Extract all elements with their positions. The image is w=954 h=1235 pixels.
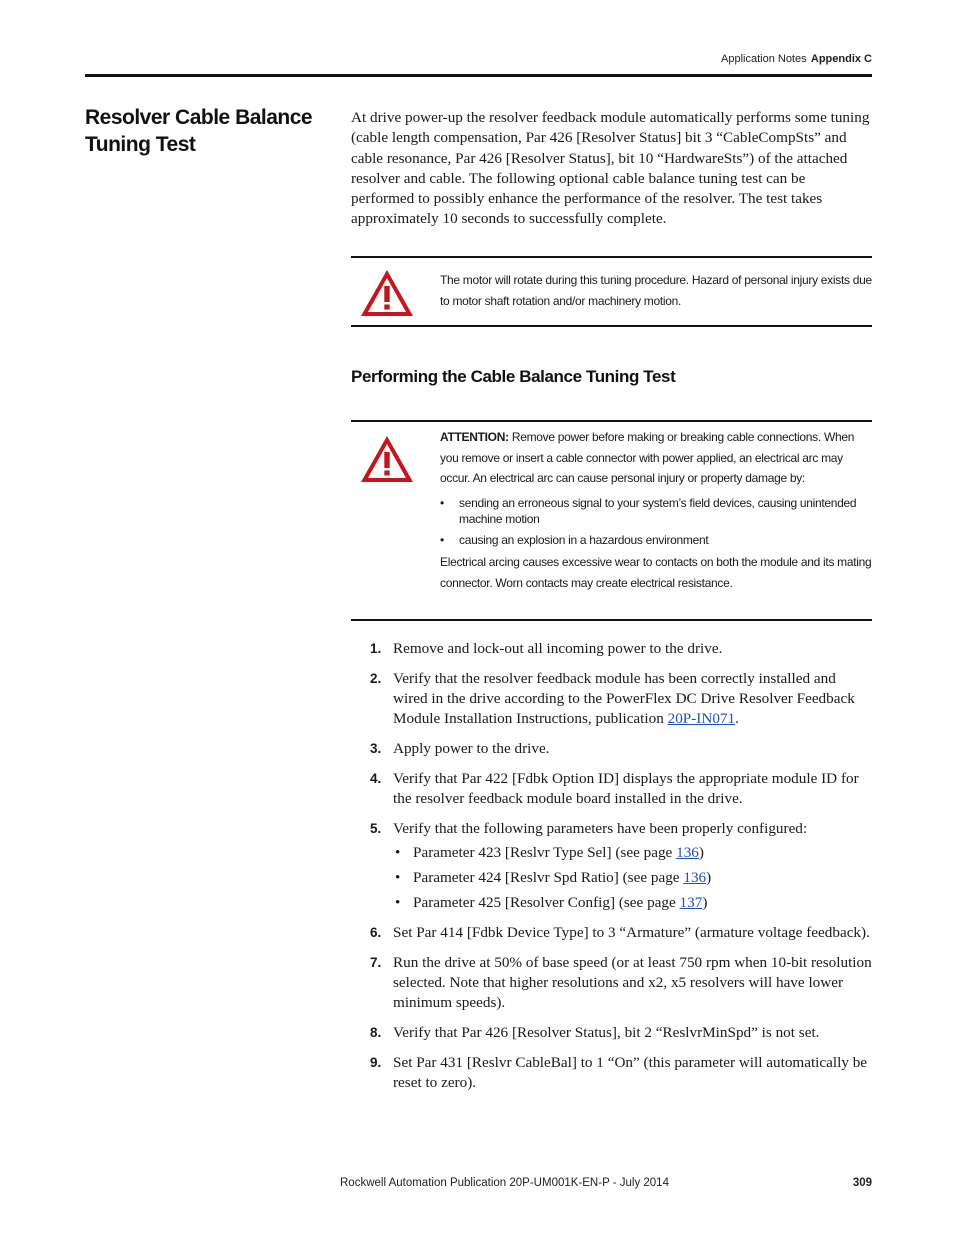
parameter-item: • Parameter 423 [Reslvr Type Sel] (see page 136) [393,843,872,863]
bullet-icon: • [395,844,401,862]
header-appendix: Appendix C [810,53,872,65]
attention-paragraph [440,427,872,489]
page-link[interactable]: 136 [676,844,699,862]
header-section: Application Notes [721,53,807,65]
page-header [85,53,872,69]
warning-text: The motor will rotate during this tuning procedure. Hazard of personal injury exists due to motor shaft rotation and/or machinery motion. [440,273,872,308]
step-item: 1. Remove and lock-out all incoming power to the drive. [370,640,723,657]
warning-triangle-icon [359,268,415,318]
bullet-icon: • [440,495,444,510]
bullet-icon: • [395,869,401,887]
step-item: 3. Apply power to the drive. [370,740,550,758]
bullet-icon: • [395,893,401,911]
step-item: 4. Verify that Par 422 [Fdbk Option ID] displays the appropriate module ID for the resolver feedback module board installed in the drive. [370,769,859,808]
warning-box [351,256,872,327]
header-rule [85,74,872,77]
step-item: 6. Set Par 414 [Fdbk Device Type] to 3 “Armature” (armature voltage feedback). [370,923,870,941]
step-item: 2. Verify that the resolver feedback module has been correctly installed and wired in the drive according to the PowerFlex DC Drive Resolver Feedback Module Installation Instructions, publication 20P-IN071. [370,669,855,728]
attention-label: ATTENTION: [440,430,509,444]
section-title: Resolver Cable Balance Tuning Test [85,106,313,156]
publication-link[interactable]: 20P-IN071 [667,710,736,728]
page-link[interactable]: 137 [679,893,703,911]
attention-footer: Electrical arcing causes excessive wear to contacts on both the module and its mating connector. Worn contacts may create electrical resistance. [440,555,872,590]
step-item: 5. Verify that the following parameters have been properly configured: • Parameter 423 [Reslvr Type Sel] (see page 136) • Parameter 424 [Reslvr Spd Ratio] (see page 136) • Parameter 425 [Resolver Config] (see page 137) [351,819,872,913]
step-item: 7. Run the drive at 50% of base speed (or at least 750 rpm when 10-bit resolution selected. Note that higher resolutions and x2, x5 resolvers will have lower minimum speeds). [370,953,872,1012]
step-item: 8. Verify that Par 426 [Resolver Status], bit 2 “ReslvrMinSpd” is not set. [370,1023,820,1041]
warning-triangle-icon [359,434,415,484]
parameter-item: • Parameter 425 [Resolver Config] (see page 137) [393,893,872,913]
subsection-title: Performing the Cable Balance Tuning Test [351,367,676,386]
page-link[interactable]: 136 [683,869,707,887]
attention-bullet: • sending an erroneous signal to your system’s field devices, causing unintended machine motion [440,495,857,526]
attention-bullets [440,495,872,549]
bullet-icon: • [440,532,444,547]
parameter-list [393,843,872,913]
attention-box [351,420,872,621]
parameter-item: • Parameter 424 [Reslvr Spd Ratio] (see page 136) [393,868,872,888]
attention-text [440,427,872,593]
intro-paragraph: At drive power-up the resolver feedback module automatically performs some tuning (cable length compensation, Par 426 [Resolver Status] bit 3 “CableCompSts” and cable resonance, Par 426 [Resolver Status], bit 10 “HardwareSts”) of the attached resolver and cable. The following optional cable balance tuning test can be performed to possibly enhance the performance of the resolver. The test takes approximately 10 seconds to successfully complete. [351,109,870,228]
attention-bullet: • causing an explosion in a hazardous environment [440,532,709,547]
step-item: 9. Set Par 431 [Reslvr CableBal] to 1 “On” (this parameter will automatically be reset to zero). [370,1053,868,1092]
attention-body: Remove power before making or breaking cable connections. When you remove or insert a cable connector with power applied, an electrical arc may occur. An electrical arc can cause personal injury or property damage by: [440,430,855,485]
page-number: 309 [852,1177,872,1189]
procedure-steps [351,639,872,1103]
publication-info: Rockwell Automation Publication 20P-UM001K-EN-P - July 2014 [340,1177,669,1189]
